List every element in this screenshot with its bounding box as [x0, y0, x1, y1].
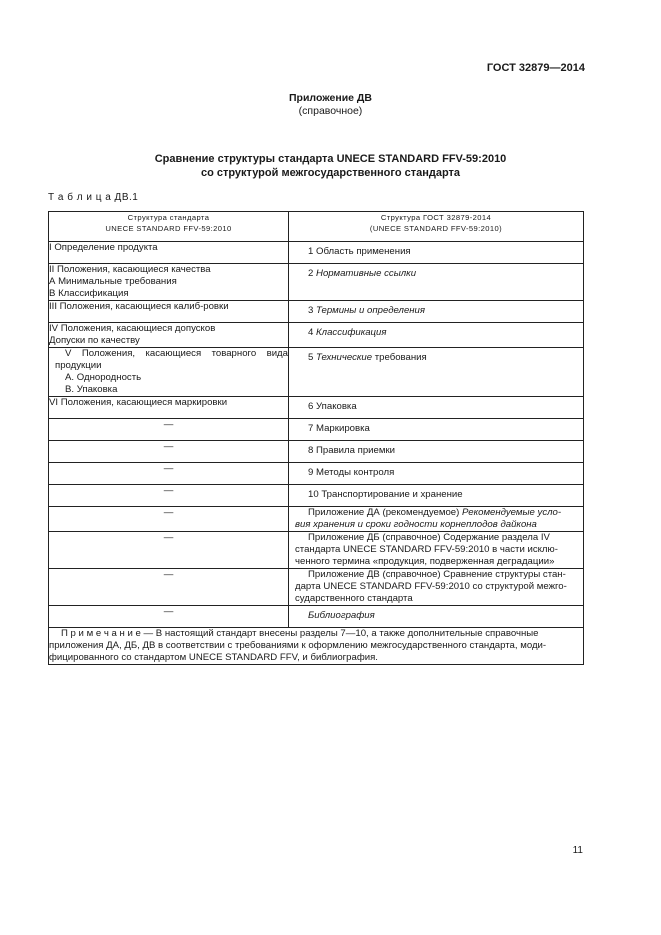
cell-text: — [163, 419, 174, 430]
right-cell [289, 323, 584, 348]
right-cell [289, 485, 584, 507]
annex-type: (справочное) [298, 105, 363, 117]
annex-da-title-cont: вия хранения и сроки годности корнеплодов дайкона [295, 519, 537, 530]
cell-text: VI Положения, касающиеся маркировки [49, 397, 228, 408]
cell-text: 8 Правила приемки [308, 445, 395, 456]
cell-text: — [163, 463, 174, 474]
header-left-line: Структура стандарта [127, 213, 210, 222]
left-cell [49, 242, 289, 264]
cell-text: — [163, 485, 174, 496]
table-row [49, 419, 584, 441]
table-row [49, 569, 584, 606]
right-cell [289, 441, 584, 463]
table-row [49, 485, 584, 507]
page-number: 11 [572, 845, 583, 856]
cell-text-italic: Нормативные ссылки [316, 268, 417, 279]
right-cell [289, 569, 584, 606]
cell-text: III Положения, касающиеся калиб-ровки [49, 301, 229, 312]
header-right-line: Структура ГОСТ 32879-2014 [380, 213, 492, 222]
table-row [49, 606, 584, 628]
right-cell [289, 301, 584, 323]
cell-text: ченного термина «продукция, подверженная деградации» [295, 556, 555, 567]
table-row [49, 242, 584, 264]
document-title [0, 152, 661, 180]
cell-text: 6 Упаковка [308, 401, 357, 412]
left-cell [49, 463, 289, 485]
header-right [289, 212, 584, 242]
right-cell [289, 348, 584, 397]
left-cell [49, 569, 289, 606]
left-cell [49, 606, 289, 628]
header-left [49, 212, 289, 242]
table-row [49, 463, 584, 485]
table-note-row [49, 628, 584, 665]
annex-title: Приложение ДВ [289, 92, 372, 104]
right-cell [289, 419, 584, 441]
structure-comparison-table [48, 211, 584, 665]
right-cell [289, 397, 584, 419]
table-row [49, 441, 584, 463]
left-cell [49, 485, 289, 507]
note-line: П р и м е ч а н и е — В настоящий стандарт внесены разделы 7—10, а также дополнительные справочные [61, 628, 539, 639]
cell-text-italic: Технические [316, 352, 373, 363]
cell-text: V Положения, касающиеся товарного вида [65, 348, 288, 359]
cell-text: А Минимальные требования [49, 276, 177, 287]
annex-heading [0, 92, 661, 118]
table-row [49, 348, 584, 397]
note-line: фицированного со стандартом UNECE STANDARD FFV, и библиография. [49, 652, 378, 663]
left-cell [49, 441, 289, 463]
right-cell [289, 532, 584, 569]
cell-text: 9 Методы контроля [308, 467, 395, 478]
header-left-line: UNECE STANDARD FFV-59:2010 [105, 224, 232, 233]
standard-code: ГОСТ 32879—2014 [486, 62, 585, 74]
cell-text: IV Положения, касающиеся допусков [49, 323, 216, 334]
left-cell [49, 532, 289, 569]
cell-text: сударственного стандарта [295, 593, 413, 604]
right-cell [289, 463, 584, 485]
left-cell [49, 348, 289, 397]
cell-text: — [163, 606, 174, 617]
table-note [49, 628, 584, 665]
table-row [49, 264, 584, 301]
cell-text: стандарта UNECE STANDARD FFV-59:2010 в части исклю- [295, 544, 558, 555]
left-cell [49, 301, 289, 323]
title-line-2: со структурой межгосударственного стандарта [200, 167, 461, 179]
table-row [49, 397, 584, 419]
table-row [49, 532, 584, 569]
cell-text: 10 Транспортирование и хранение [308, 489, 463, 500]
right-cell [289, 606, 584, 628]
table-caption: Т а б л и ц а ДВ.1 [48, 192, 139, 203]
cell-text: Приложение ДБ (справочное) Содержание раздела IV [308, 532, 550, 543]
cell-text: требования [372, 352, 427, 363]
left-cell [49, 419, 289, 441]
left-cell [49, 323, 289, 348]
cell-text [295, 507, 583, 519]
cell-text: В Классификация [49, 288, 129, 299]
cell-text: II Положения, касающиеся качества [49, 264, 211, 275]
table-header-row [49, 212, 584, 242]
title-line-1: Сравнение структуры стандарта UNECE STANDARD FFV-59:2010 [154, 153, 507, 165]
cell-text: — [163, 507, 174, 518]
cell-text: дарта UNECE STANDARD FFV-59:2010 со структурой межго- [295, 581, 567, 592]
cell-text: 7 Маркировка [308, 423, 370, 434]
table-row [49, 301, 584, 323]
cell-text: Приложение ДВ (справочное) Сравнение структуры стан- [308, 569, 566, 580]
left-cell [49, 397, 289, 419]
cell-text: 2 [308, 268, 317, 279]
right-cell [289, 242, 584, 264]
cell-text: 3 [308, 305, 317, 316]
right-cell [289, 507, 584, 532]
cell-text: B. Упаковка [65, 384, 118, 395]
note-line: приложения ДА, ДБ, ДВ в соответствии с требованиями к оформлению межгосударственного стандарта, моди- [49, 640, 547, 651]
cell-text: продукции [55, 360, 102, 371]
annex-da-title: Рекомендуемые усло- [461, 507, 562, 518]
cell-text-italic: Библиография [308, 610, 375, 621]
cell-text-italic: Термины и определения [316, 305, 426, 316]
table-row [49, 323, 584, 348]
left-cell [49, 264, 289, 301]
cell-text: — [163, 441, 174, 452]
right-cell [289, 264, 584, 301]
header-right-line: (UNECE STANDARD FFV-59:2010) [369, 224, 503, 233]
cell-text: Допуски по качеству [49, 335, 140, 346]
cell-text-italic: Классификация [316, 327, 387, 338]
cell-text: 4 [308, 327, 317, 338]
cell-text: — [163, 569, 174, 580]
left-cell [49, 507, 289, 532]
cell-text: 5 [308, 352, 317, 363]
cell-text: A. Однородность [65, 372, 142, 383]
cell-text: 1 Область применения [308, 246, 411, 257]
table-row [49, 507, 584, 532]
annex-da-prefix: Приложение ДА (рекомендуемое) [308, 507, 462, 518]
cell-text: I Определение продукта [49, 242, 158, 253]
cell-text: — [163, 532, 174, 543]
